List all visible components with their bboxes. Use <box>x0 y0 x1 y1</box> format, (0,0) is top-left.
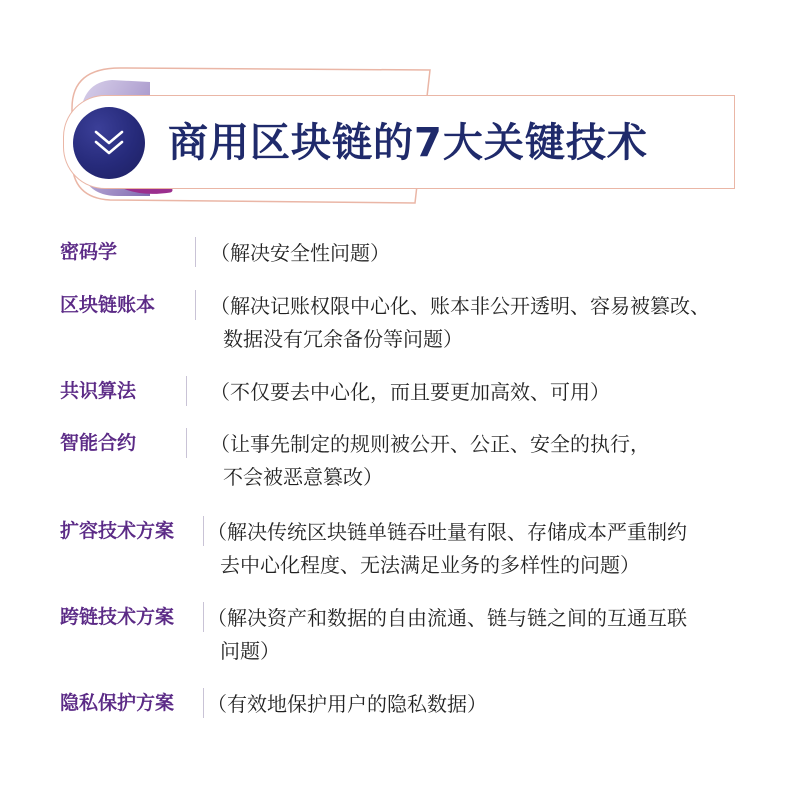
item-description <box>210 428 650 494</box>
item-description-line: 去中心化程度、无法满足业务的多样性的问题） <box>220 553 640 577</box>
item-description-line: （解决安全性问题） <box>210 241 390 265</box>
item-label: 区块链账本 <box>60 294 156 316</box>
item-description-line: （不仅要去中心化，而且要更加高效、可用） <box>210 380 610 404</box>
item-label: 智能合约 <box>60 432 137 454</box>
item-description <box>210 376 610 409</box>
item-description-line: （让事先制定的规则被公开、公正、安全的执行， <box>210 432 650 456</box>
item-divider <box>203 602 204 632</box>
item-description-line: （解决资产和数据的自由流通、链与链之间的互通互联 <box>207 606 687 630</box>
item-description <box>207 688 487 721</box>
item-label: 扩容技术方案 <box>60 520 175 542</box>
item-label: 密码学 <box>60 241 118 263</box>
item-description-line: （有效地保护用户的隐私数据） <box>207 692 487 716</box>
item-description-line: 问题） <box>220 639 280 663</box>
item-description-line: （解决记账权限中心化、账本非公开透明、容易被篡改、 <box>210 294 710 318</box>
item-description-line: （解决传统区块链单链吞吐量有限、存储成本严重制约 <box>207 520 687 544</box>
item-description <box>207 602 687 668</box>
item-description <box>210 237 390 270</box>
item-description-line: 不会被恶意篡改） <box>223 465 383 489</box>
page-title: 商用区块链的7大关键技术 <box>168 120 648 166</box>
item-divider <box>195 290 196 320</box>
item-label: 隐私保护方案 <box>60 692 175 714</box>
item-divider <box>195 237 196 267</box>
item-description-line: 数据没有冗余备份等问题） <box>223 327 463 351</box>
item-description <box>210 290 710 356</box>
item-divider <box>203 688 204 718</box>
item-divider <box>203 516 204 546</box>
item-description <box>207 516 687 582</box>
item-label: 共识算法 <box>60 380 137 402</box>
item-divider <box>186 428 187 458</box>
chevron-double-down-icon <box>73 107 145 179</box>
item-divider <box>186 376 187 406</box>
item-label: 跨链技术方案 <box>60 606 175 628</box>
